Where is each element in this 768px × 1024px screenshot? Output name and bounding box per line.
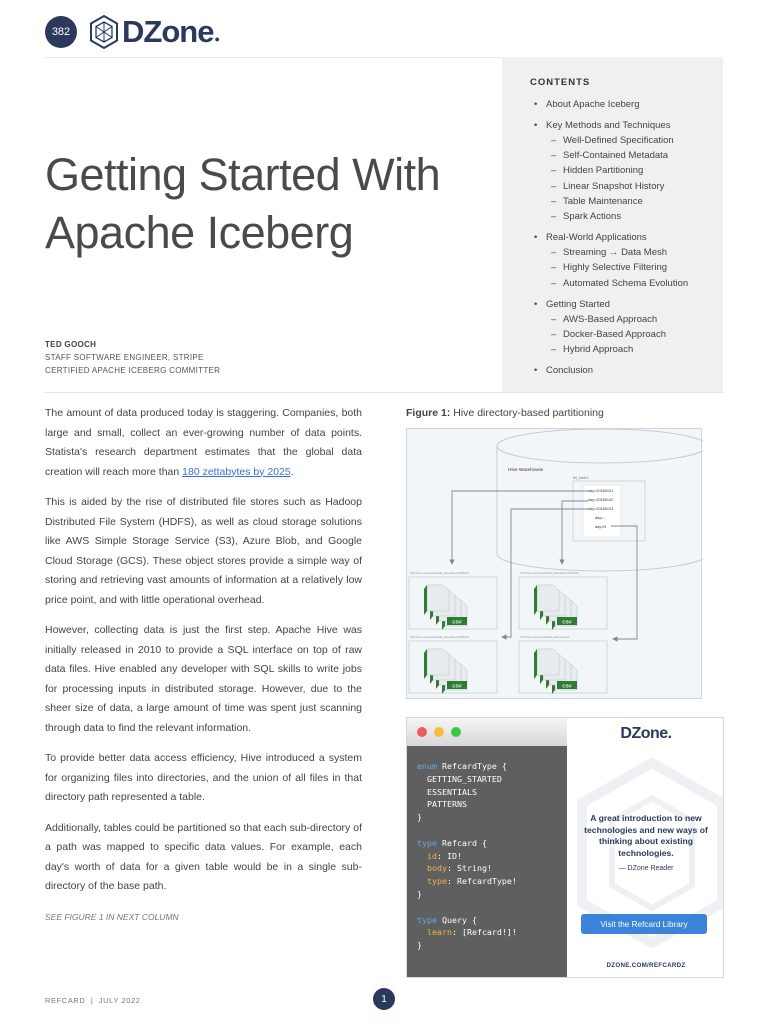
code-token: RefcardType { [436,761,507,771]
file-icon [537,585,559,611]
partition-directory-box [519,635,607,694]
toc-subitem[interactable]: – Table Maintenance [530,194,695,209]
footer-publication: REFCARD | JULY 2022 [45,996,141,1005]
warehouse-cylinder-top [497,429,703,463]
table-of-contents [502,57,723,392]
csv-badge-label: CSV [562,619,572,625]
partition-path: hdfs://hive-warehouse/db/tbl_table1/day=20180103 [410,636,469,639]
paragraph-1 [45,404,362,482]
code-line [417,786,557,799]
code-token: : String! [446,863,492,874]
code-line [417,914,557,927]
author-block [45,338,220,377]
toc-subitem[interactable]: – Hidden Partitioning [530,163,695,178]
code-token: type [417,876,447,887]
toc-subitem[interactable]: – Automated Schema Evolution [530,276,695,291]
paragraph-4: To provide better data access efficiency, Hive introduced a system for organizing files into directories, and the union of all files in that directory path represented a table. [45,752,362,803]
article-body [45,404,362,927]
contents-heading: CONTENTS [530,77,591,88]
page-number: 1 [373,988,395,1010]
code-token: learn [417,927,452,938]
code-line [417,926,557,939]
zettabytes-link[interactable]: 180 zettabytes by 2025 [182,465,291,478]
code-token: id [417,850,437,861]
toc-subitem[interactable]: – Hybrid Approach [530,342,695,357]
partition-path: hdfs://hive-warehouse/db/tbl_table1/day=20180102 [520,572,579,575]
warehouse-label: Hive Warehouse [508,468,544,473]
csv-badge-label: CSV [452,683,462,689]
brand-name: DZone [122,14,214,49]
code-line [417,875,557,888]
code-line [417,773,557,786]
partition-label: day=20180102 [588,498,614,502]
paragraph-2: This is aided by the rise of distributed file stores such as Hadoop Distributed File System (HDFS), as well as cloud storage solutions like AWS Simple Storage Service (S3), Azure Blob, and Google Cloud Storage (GCS). These object stores provide a simple way of storing and retrieving vast amounts of information at a relatively low price point, and with little operational overhead. [45,496,362,606]
refcard-library-ad[interactable] [406,717,724,978]
toc-section [530,118,695,224]
toc-subitem[interactable]: – Self-Contained Metadata [530,148,695,163]
title-line-1: Getting Started With [45,149,441,200]
partition-directory-box [409,571,497,630]
code-snippet [407,746,567,966]
code-token: } [417,812,422,823]
code-token: type [417,914,437,925]
toc-list [530,97,695,378]
toc-item[interactable]: • Conclusion [530,363,695,378]
partition-label: day=20180103 [588,507,614,511]
maximize-dot-icon [451,727,461,737]
figure-caption-text: Hive directory-based partitioning [453,407,604,419]
figure-caption [406,407,604,419]
author-role: STAFF SOFTWARE ENGINEER, STRIPE [45,353,204,362]
code-line [417,888,557,901]
code-line [417,901,557,914]
code-line [417,939,557,952]
partition-label: day=N [595,525,607,529]
ad-url[interactable]: DZONE.COM/REFCARDZ [606,962,686,969]
code-token: PATTERNS [417,799,467,810]
ad-quote: A great introduction to new technologies and new ways of thinking about existing technologies. [584,813,708,858]
code-window [407,718,567,978]
code-line [417,824,557,837]
ad-brand: DZone. [620,725,672,742]
code-token: : [Refcard!]! [451,927,517,938]
partition-directory-box [519,571,607,630]
code-token: Query { [436,914,477,925]
paragraph-3: However, collecting data is just the first step. Apache Hive was initially released in 2010 to provide a SQL interface on top of raw data files. Hive enabled any developer with SQL skills to write jobs for processing inputs in distributed storage. However, due to the sheer size of data, a large amount of time was spent just scanning through data to find the relevant information. [45,624,362,734]
code-token: ESSENTIALS [417,786,477,797]
minimize-dot-icon [434,727,444,737]
see-figure-note: SEE FIGURE 1 IN NEXT COLUMN [45,911,179,922]
hive-partitioning-figure [406,428,702,699]
partition-label: day=20180101 [588,489,614,493]
file-icon [427,649,449,675]
code-line [417,811,557,824]
ad-promo-panel [567,718,724,978]
code-token: } [417,940,422,951]
code-token: Refcard { [436,837,487,848]
author-credential: CERTIFIED APACHE ICEBERG COMMITTER [45,366,221,375]
author-name: TED GOOCH [45,340,97,349]
toc-subitem[interactable]: – Spark Actions [530,209,695,224]
code-line [417,862,557,875]
code-token: GETTING_STARTED [417,773,502,784]
code-token: type [417,837,437,848]
figure-diagram [407,429,703,700]
close-dot-icon [417,727,427,737]
figure-label: Figure 1: [406,407,451,419]
toc-section [530,363,695,378]
page-title [45,146,485,262]
toc-subitem[interactable]: – AWS-Based Approach [530,312,695,327]
code-token: } [417,888,422,899]
toc-subitem[interactable]: – Linear Snapshot History [530,179,695,194]
toc-section [530,230,695,291]
toc-subitem[interactable]: – Well-Defined Specification [530,133,695,148]
code-line [417,850,557,863]
brand-dot: ● [214,34,220,44]
code-line [417,760,557,773]
partition-path: hdfs://hive-warehouse/db/tbl_table1/day=N [520,636,570,639]
toc-item[interactable]: • Getting Started [530,297,695,312]
partition-path: hdfs://hive-warehouse/db/tbl_table1/day=20180101 [410,572,469,575]
body-divider [45,392,723,393]
toc-subitem[interactable]: – Docker-Based Approach [530,327,695,342]
code-token: : RefcardType! [446,876,517,887]
csv-badge-label: CSV [452,619,462,625]
toc-section [530,297,695,358]
connector-dayN [611,526,637,639]
partition-label: day=... [595,516,607,520]
code-line [417,798,557,811]
toc-section [530,97,695,112]
visit-refcard-library-button[interactable]: Visit the Refcard Library [581,914,707,934]
dzone-logo-icon [89,15,119,49]
code-token: : ID! [436,850,462,861]
toc-item[interactable]: • Key Methods and Techniques [530,118,695,133]
paragraph-5: Additionally, tables could be partitioned so that each sub-directory of a path was mapped to specific data values. For example, each day's worth of data for a given table would be in a single sub-directory of the base path. [45,821,362,892]
connector-day1 [452,491,588,564]
csv-badge-label: CSV [562,683,572,689]
toc-item[interactable]: • Real-World Applications [530,230,695,245]
title-line-2: Apache Iceberg [45,207,354,258]
ad-attribution: — DZone Reader [618,865,674,872]
dzone-logo[interactable] [89,14,220,50]
code-token: body [417,863,447,874]
code-window-titlebar [407,718,567,746]
toc-subitem[interactable]: – Highly Selective Filtering [530,260,695,275]
paragraph-1-text: The amount of data produced today is staggering. Companies, both large and small, collect an ever-growing number of data points. Statista's research department estimates that the global data creation will reach more than [45,407,362,478]
toc-item[interactable]: • About Apache Iceberg [530,97,695,112]
partition-directory-box [409,635,497,694]
file-icon [427,585,449,611]
issue-number-badge: 382 [45,16,77,48]
toc-subitem[interactable]: – Streaming → Data Mesh [530,245,695,260]
code-token: enum [417,761,437,771]
table-label: tbl_table1 [573,476,589,480]
file-icon [537,649,559,675]
paragraph-1-end: . [290,465,294,478]
code-line [417,837,557,850]
page-header [45,12,220,52]
